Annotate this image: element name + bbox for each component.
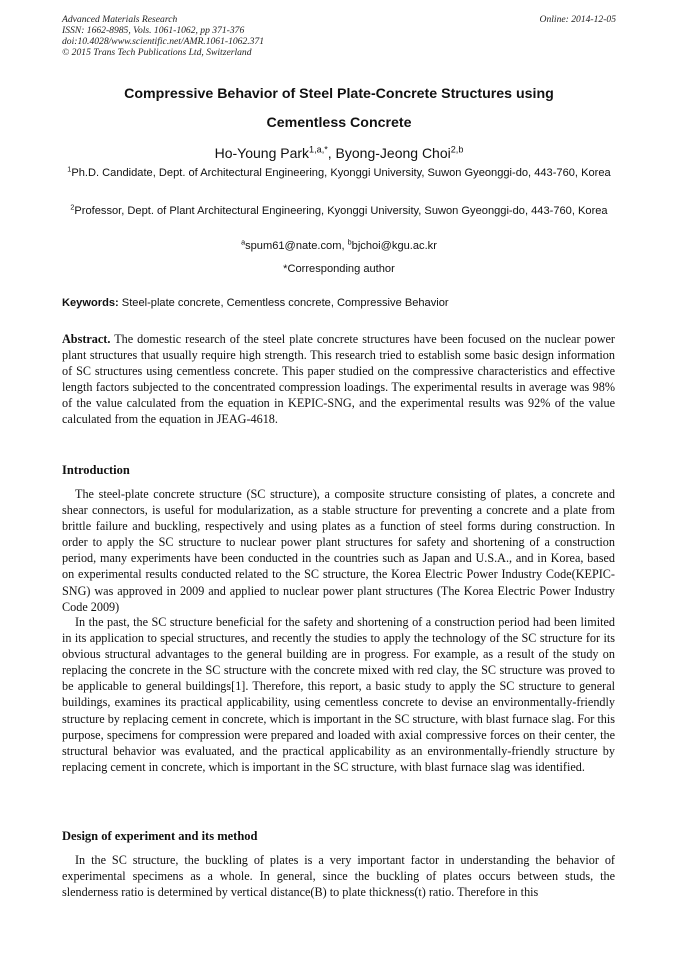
author-line xyxy=(0,144,678,162)
abstract-label: Abstract. xyxy=(62,332,111,346)
affiliation-mark: 2 xyxy=(70,202,75,212)
paper-title xyxy=(40,80,638,138)
affiliation-mark: 1 xyxy=(67,164,72,174)
abstract xyxy=(62,331,615,428)
affiliation-text: Professor, Dept. of Plant Architectural Engineering, Kyonggi University, Suwon Gyeonggi-do, 443-760, Korea xyxy=(74,205,608,217)
author-2-affiliation-mark: 2,b xyxy=(450,144,464,155)
author-1-affiliation-mark: 1,a,* xyxy=(309,144,328,155)
email-line xyxy=(0,239,678,253)
corresponding-author-note: *Corresponding author xyxy=(283,263,395,275)
copyright-line: © 2015 Trans Tech Publications Ltd, Switzerland xyxy=(62,47,252,58)
affiliation-text: Ph.D. Candidate, Dept. of Architectural Engineering, Kyonggi University, Suwon Gyeonggi-do, 443-760, Korea xyxy=(71,167,611,179)
abstract-text: The domestic research of the steel plate concrete structures have been focused on the nuclear power plant structures that usually require high strength. This research tried to establish some basic design information of SC structures using cementless concrete. This paper studied on the compressive characteristics and effective length factors subjected to the concentrated compression loadings. The experimental results in average was 98% of the value calculated from the equation in KEPIC-SNG, and the experimental results was 92% of the value calculated from the equation in JEAG-4618. xyxy=(62,332,615,427)
introduction-paragraph-1: The steel-plate concrete structure (SC structure), a composite structure consisting of plates, a concrete and shear connectors, is useful for modularization, as a stable structure for preventing a concrete and a plate from brittle failure and buckling, respectively and using plates as a function of steel forms during construction. In order to apply the SC structure to nuclear power plant structures for safety and shortening of a construction period, many experiments have been conducted in the countries such as Japan and U.S.A., and in Korea, based on experimental results conducted related to the SC structure, the Korea Electric Power Industry Code(KEPIC-SNG) was approved in 2009 and applied to nuclear power plant structures (The Korea Electric Power Industry Code 2009) xyxy=(62,487,615,614)
title-line-2: Cementless Concrete xyxy=(266,115,412,131)
email-b[interactable]: bjchoi@kgu.ac.kr xyxy=(351,240,437,252)
journal-name: Advanced Materials Research xyxy=(62,14,178,25)
author-2: Byong-Jeong Choi xyxy=(335,145,451,161)
online-date: Online: 2014-12-05 xyxy=(539,14,616,25)
keywords-text: Steel-plate concrete, Cementless concrete, Compressive Behavior xyxy=(118,297,449,309)
author-1: Ho-Young Park xyxy=(214,145,310,161)
keywords xyxy=(62,296,618,310)
design-heading: Design of experiment and its method xyxy=(62,829,258,843)
introduction-heading: Introduction xyxy=(62,463,130,477)
email-a-mark: a xyxy=(241,237,246,247)
email-a[interactable]: spum61@nate.com xyxy=(245,240,342,252)
keywords-label: Keywords: xyxy=(62,297,119,309)
author-separator: , xyxy=(327,145,336,161)
introduction-paragraph-2: In the past, the SC structure beneficial for the safety and shortening of a construction period had been limited in its application to special structures, and recently the studies to apply the technology of the SC structure for its obvious structural advantages to the general building are in progress. For example, as a result of the study on replacing the concrete in the SC structure with the concrete mixed with red clay, the SC structure was proved to be applicable to general buildings[1]. Therefore, this report, a basic study to apply the SC structure to general buildings, examines its practical applicability, using cementless concrete to devise an environmentally-friendly structure by replacing cement in concrete, which is important in the SC structure, with blast furnace slag. For this purpose, specimens for compression were prepared and loaded with axial compressive forces on their center, the structural behavior was evaluated, and the practical applicability as an environmentally-friendly structure by replacing cement in concrete, which is important in the SC structure, with blast furnace slag was identified. xyxy=(62,615,615,774)
title-line-1: Compressive Behavior of Steel Plate-Concrete Structures using xyxy=(124,86,554,102)
issn-line: ISSN: 1662-8985, Vols. 1061-1062, pp 371-376 xyxy=(62,25,245,36)
affiliation-1 xyxy=(66,166,612,181)
email-b-mark: b xyxy=(347,237,352,247)
doi-line: doi:10.4028/www.scientific.net/AMR.1061-1062.371 xyxy=(62,36,265,47)
journal-header xyxy=(62,14,616,58)
email-separator: , xyxy=(341,240,348,252)
affiliation-2 xyxy=(66,204,612,219)
design-paragraph-1: In the SC structure, the buckling of plates is a very important factor in understanding the behavior of experimental specimens as a whole. In general, since the buckling of plates occurs between studs, the slenderness ratio is determined by vertical distance(B) to plate thickness(t) ratio. Therefore in this xyxy=(62,853,615,900)
